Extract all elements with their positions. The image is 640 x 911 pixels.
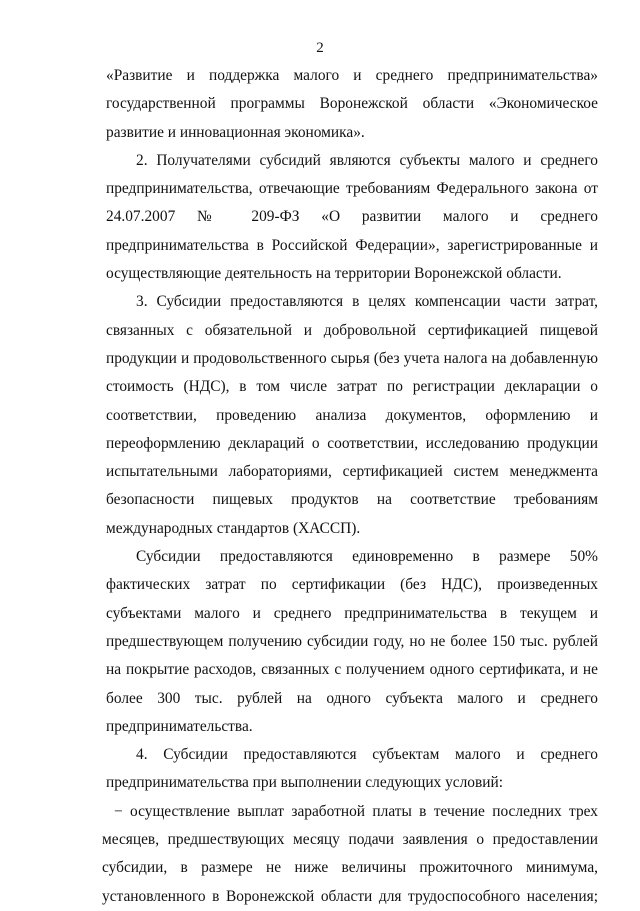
page-number: 2 bbox=[316, 40, 324, 56]
paragraph-condition-salary: − осуществление выплат заработной платы в течение последних трех месяцев, предшествующих месяцу подачи заявления о предоставлении субсидии, в размере не ниже величины прожиточного минимума, установленного в Воронежской области для трудоспособного населения; bbox=[102, 802, 598, 905]
document-body bbox=[102, 62, 598, 911]
paragraph-conditions-intro: 4. Субсидии предоставляются субъектам малого и среднего предпринимательства при выполнении следующих условий: bbox=[106, 746, 598, 792]
paragraph-subsidy-amount: Субсидии предоставляются единовременно в размере 50% фактических затрат по сертификации (без НДС), произведенных субъектами малого и среднего предпринимательства в текущем и предшествующем получению субсидии году, но не более 150 тыс. рублей на покрытие расходов, связанных с получением одного сертификата, и не более 300 тыс. рублей на одного субъекта малого и среднего предпринимательства. bbox=[106, 548, 598, 735]
paragraph-recipients: 2. Получателями субсидий являются субъекты малого и среднего предпринимательства, отвечающие требованиям Федерального закона от 24.07.2007 № 209-ФЗ «О развитии малого и среднего предпринимательства в Российской Федерации», зарегистрированные и осуществляющие деятельность на территории Воронежской области. bbox=[106, 151, 598, 283]
paragraph-program-title: «Развитие и поддержка малого и среднего предпринимательства» государственной программы Воронежской области «Экономическое развитие и инновационная экономика». bbox=[106, 67, 598, 141]
paragraph-subsidy-purpose: 3. Субсидии предоставляются в целях компенсации части затрат, связанных с обязательной и добровольной сертификацией пищевой продукции и продовольственного сырья (без учета налога на добавленную стоимость (НДС), в том числе затрат по регистрации декларации о соответствии, проведению анализа документов, оформлению и переоформлению деклараций о соответствии, исследованию продукции испытательными лабораториями, сертификацией систем менеджмента безопасности пищевых продуктов на соответствие требованиям международных стандартов (ХАССП). bbox=[106, 293, 598, 537]
